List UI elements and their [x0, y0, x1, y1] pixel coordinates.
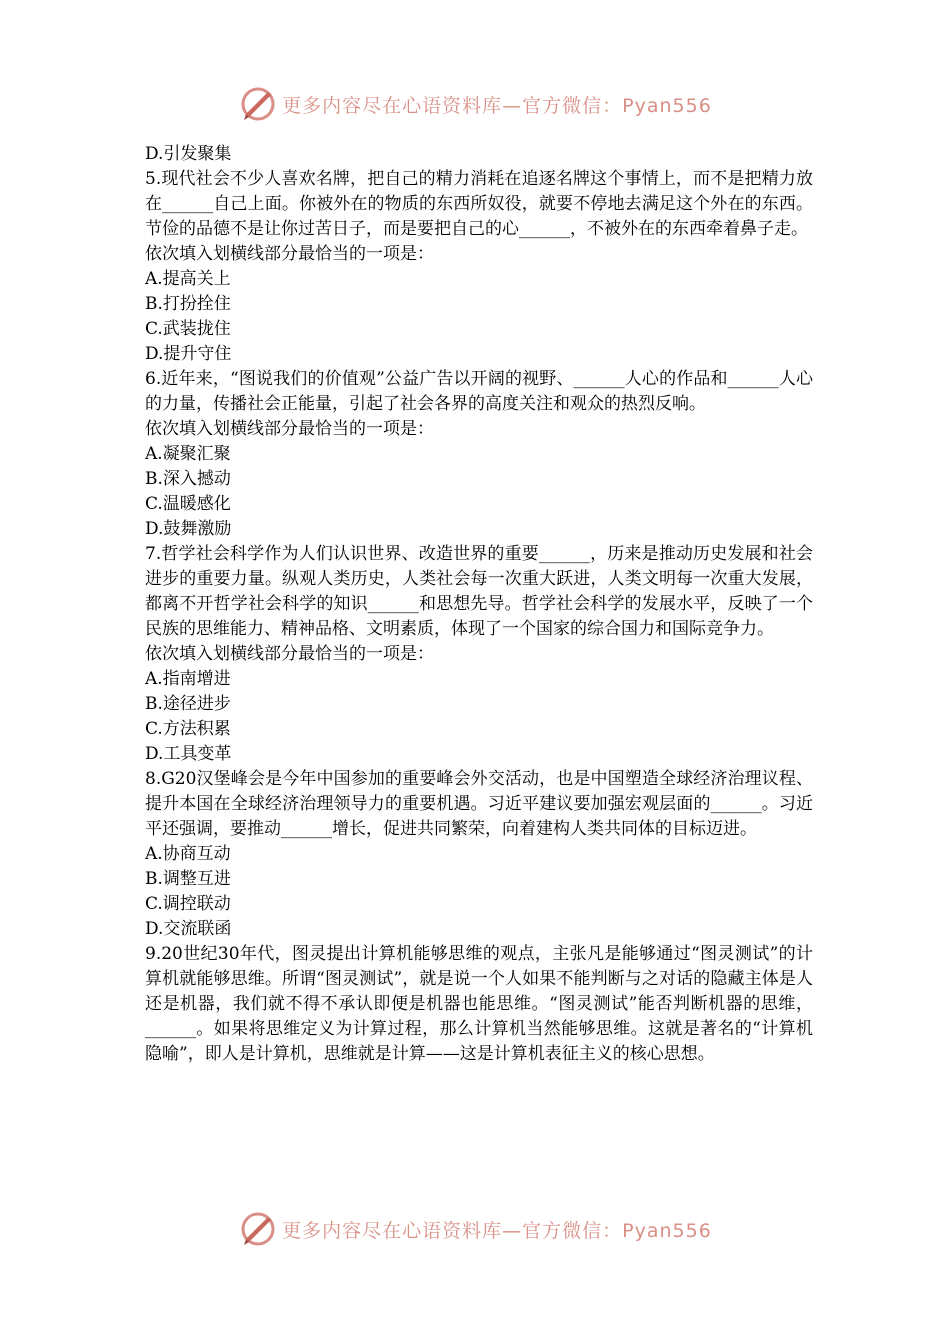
question-8-option-d: D.交流联函 [145, 919, 232, 939]
question-6-option-b: B.深入撼动 [145, 469, 231, 489]
question-5-option-c: C.武装拢住 [145, 319, 231, 339]
question-8-option-c: C.调控联动 [145, 894, 231, 914]
question-8-stem: 8.G20汉堡峰会是今年中国参加的重要峰会外交活动，也是中国塑造全球经济治理议程、提升本国在全球经济治理领导力的重要机遇。习近平建议要加强宏观层面的______。习近平还强调，要推动______增长，促进共同繁荣，向着建构人类共同体的目标迈进。 [145, 769, 813, 839]
question-6-prompt: 依次填入划横线部分最恰当的一项是： [145, 419, 434, 439]
pen-logo-icon [238, 1209, 278, 1249]
question-8-option-b: B.调整互进 [145, 869, 231, 889]
question-7-option-b: B.途径进步 [145, 694, 231, 714]
question-5-option-b: B.打扮拴住 [145, 294, 231, 314]
banner-text: 更多内容尽在心语资料库—官方微信：Pyan556 [282, 1219, 712, 1242]
question-7-option-c: C.方法积累 [145, 719, 231, 739]
question-5-prompt: 依次填入划横线部分最恰当的一项是： [145, 244, 434, 264]
header-watermark-banner [0, 82, 950, 126]
footer-watermark-banner [0, 1207, 950, 1251]
question-5-option-d: D.提升守住 [145, 344, 232, 364]
question-7-option-a: A.指南增进 [145, 669, 231, 689]
text-line: D.引发聚集 [145, 144, 232, 164]
question-6-stem: 6.近年来，“图说我们的价值观”公益广告以开阔的视野、______人心的作品和______人心的力量，传播社会正能量，引起了社会各界的高度关注和观众的热烈反响。 [145, 369, 813, 414]
document-body [145, 142, 813, 1067]
question-6-option-d: D.鼓舞激励 [145, 519, 232, 539]
question-8-option-a: A.协商互动 [145, 844, 231, 864]
question-5-stem: 5.现代社会不少人喜欢名牌，把自己的精力消耗在追逐名牌这个事情上，而不是把精力放在______自己上面。你被外在的物质的东西所奴役，就要不停地去满足这个外在的东西。节俭的品德不是让你过苦日子，而是要把自己的心______，不被外在的东西牵着鼻子走。 [145, 169, 813, 239]
question-6-option-a: A.凝聚汇聚 [145, 444, 231, 464]
question-5-option-a: A.提高关上 [145, 269, 231, 289]
question-7-prompt: 依次填入划横线部分最恰当的一项是： [145, 644, 434, 664]
pen-logo-icon [238, 84, 278, 124]
question-9-stem: 9.20世纪30年代，图灵提出计算机能够思维的观点，主张凡是能够通过“图灵测试”的计算机就能够思维。所谓“图灵测试”，就是说一个人如果不能判断与之对话的隐藏主体是人还是机器，我们就不得不承认即便是机器也能思维。“图灵测试”能否判断机器的思维，______。如果将思维定义为计算过程，那么计算机当然能够思维。这就是著名的“计算机隐喻”，即人是计算机，思维就是计算——这是计算机表征主义的核心思想。 [145, 944, 813, 1064]
question-7-option-d: D.工具变革 [145, 744, 232, 764]
banner-text: 更多内容尽在心语资料库—官方微信：Pyan556 [282, 94, 712, 117]
question-7-stem: 7.哲学社会科学作为人们认识世界、改造世界的重要______，历来是推动历史发展和社会进步的重要力量。纵观人类历史，人类社会每一次重大跃进，人类文明每一次重大发展，都离不开哲学社会科学的知识______和思想先导。哲学社会科学的发展水平，反映了一个民族的思维能力、精神品格、文明素质，体现了一个国家的综合国力和国际竞争力。 [145, 544, 813, 639]
question-6-option-c: C.温暖感化 [145, 494, 231, 514]
